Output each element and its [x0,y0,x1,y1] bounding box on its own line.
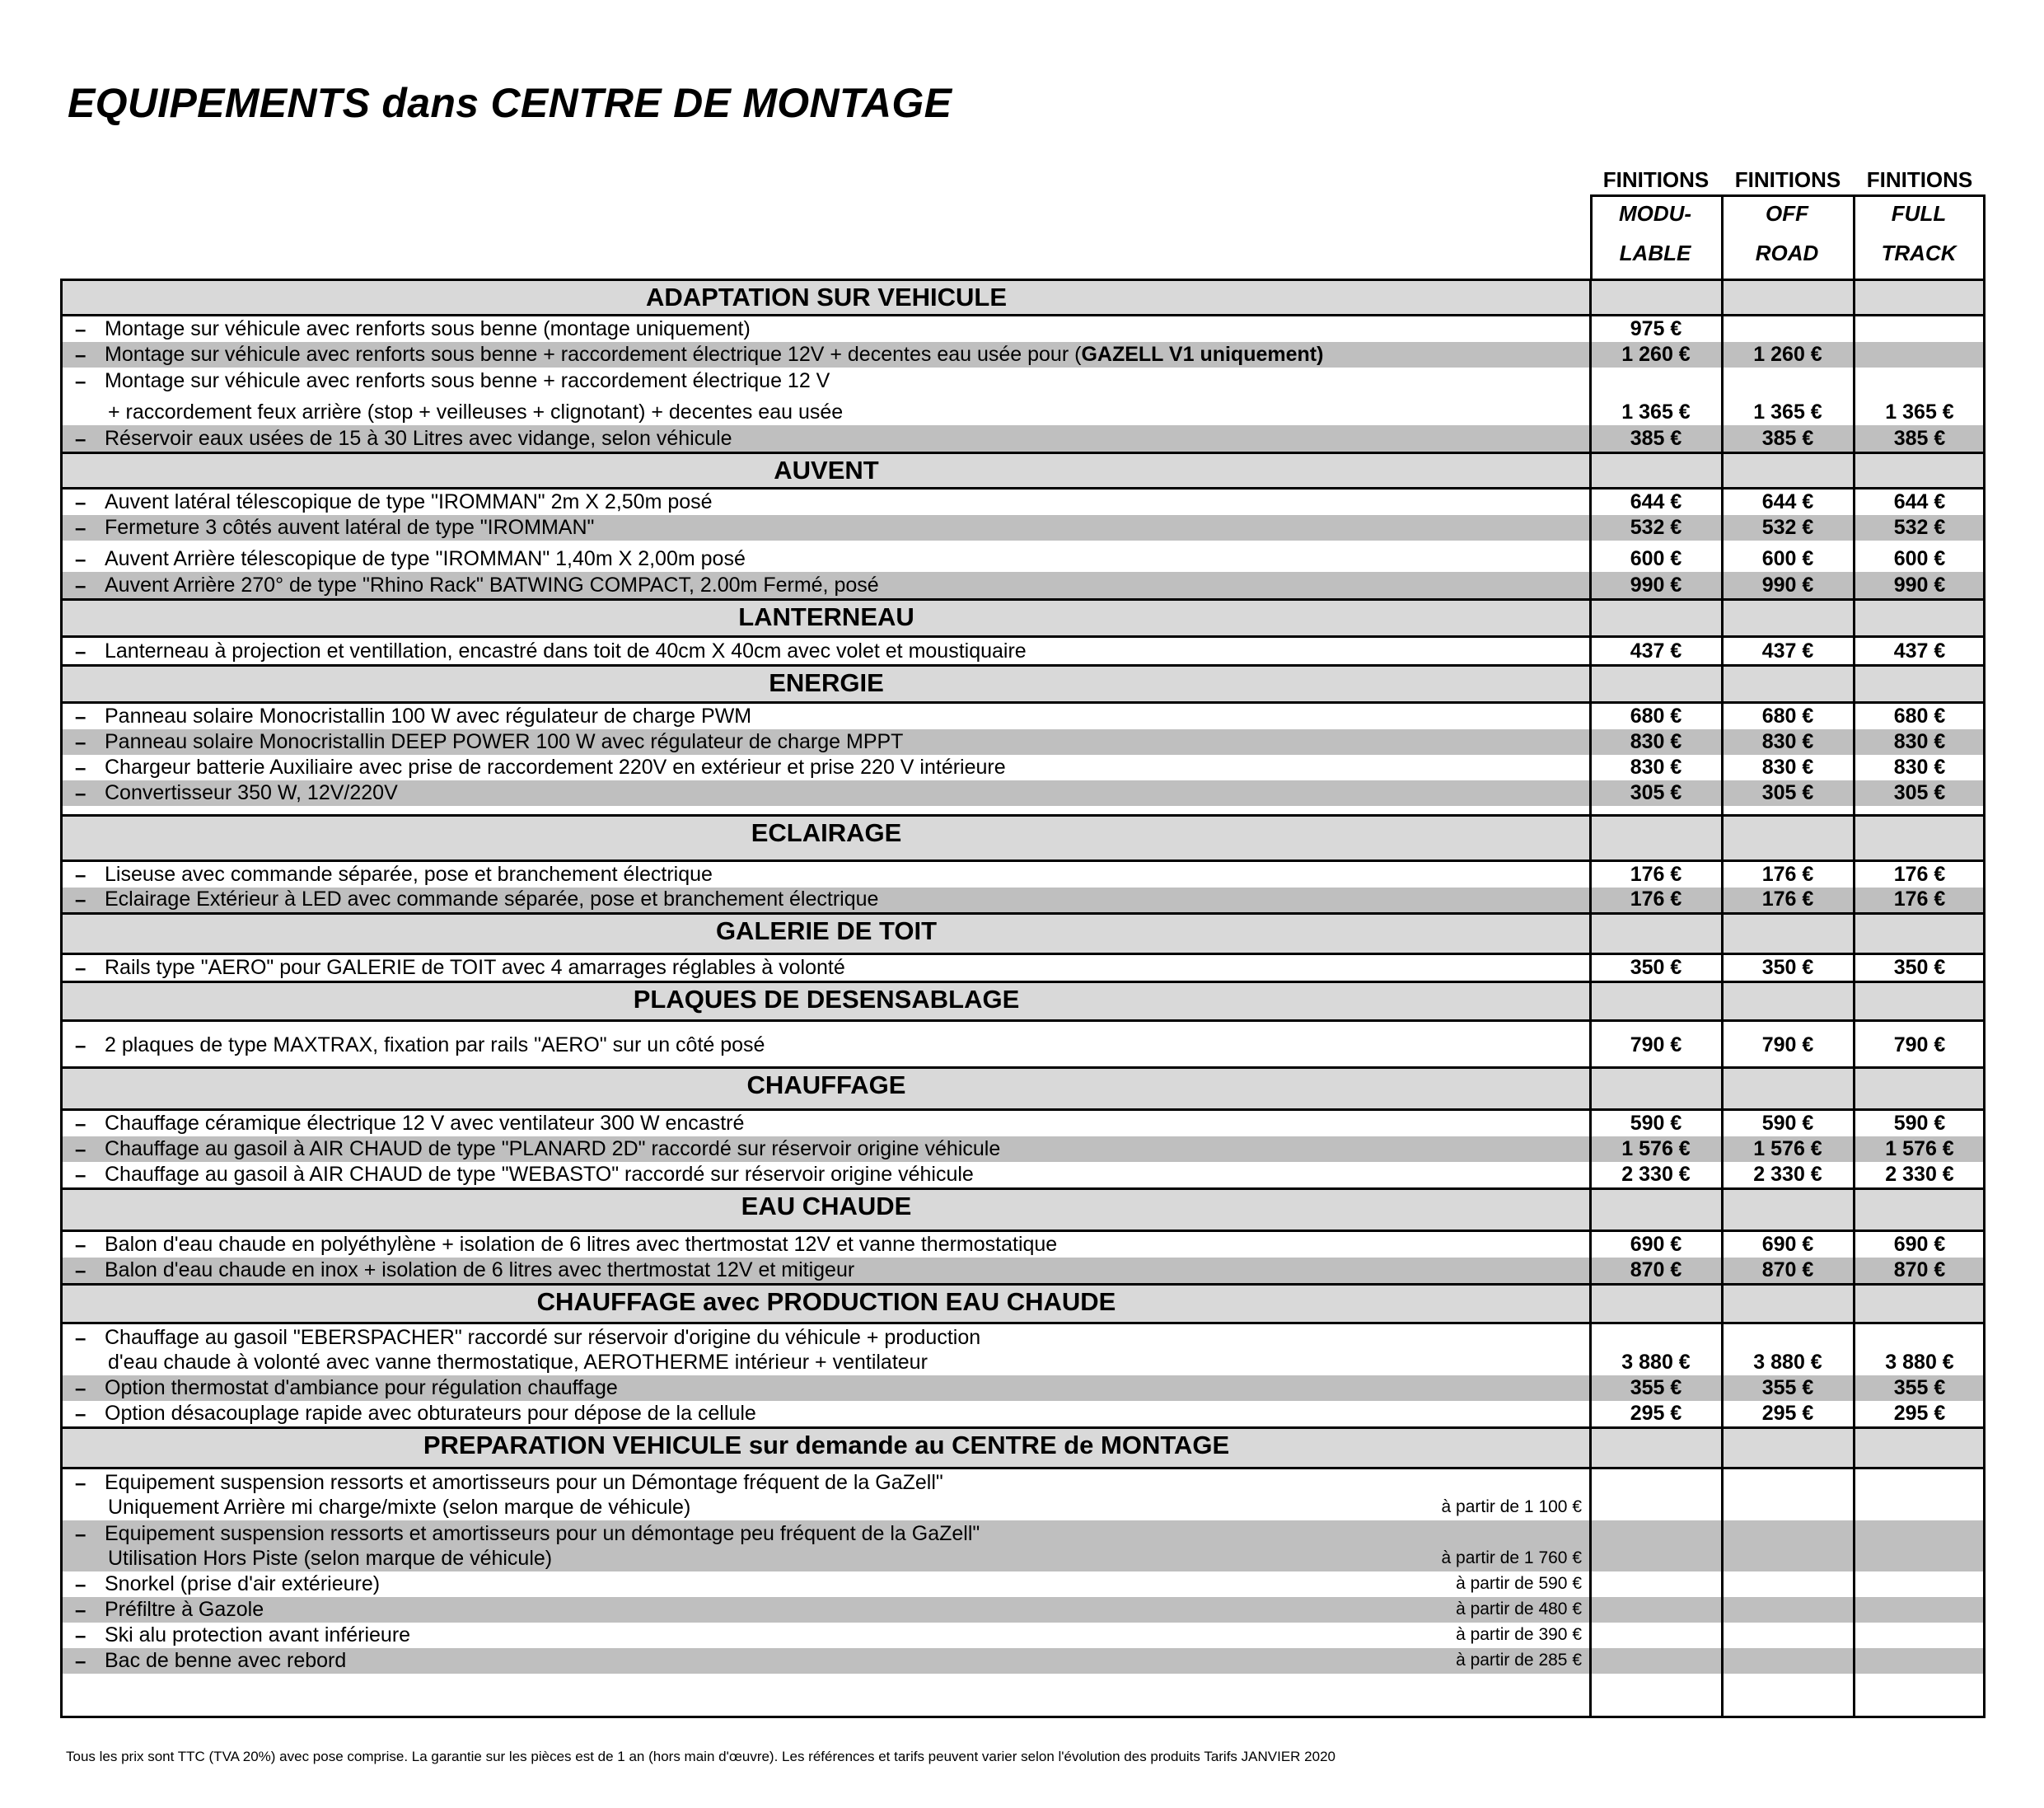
price-cell: 680 € [1761,705,1814,728]
price-cell: 355 € [1761,1376,1814,1399]
bullet-dash: – [75,1260,87,1282]
bullet-dash: – [75,549,87,571]
section-title: CHAUFFAGE avec PRODUCTION EAU CHAUDE [536,1287,1116,1316]
item-label: Réservoir eaux usées de 15 à 30 Litres avec vidange, selon véhicule [105,427,732,450]
column-finitions-label: FINITIONS [1734,167,1841,192]
item-label-line2: d'eau chaude à volonté avec vanne thermostatique, AEROTHERME intérieur + ventilateur [108,1351,928,1374]
section-title: ENERGIE [769,668,884,697]
column-header-divider [1721,194,1724,280]
bullet-dash: – [75,1473,87,1495]
bullet-dash: – [75,1113,87,1136]
price-cell: 176 € [1630,888,1682,911]
price-cell: 644 € [1893,490,1946,513]
item-label: Panneau solaire Monocristallin DEEP POWER 100 W avec régulateur de charge MPPT [105,730,904,753]
bullet-dash: – [75,1403,87,1426]
bullet-dash: – [75,706,87,728]
price-cell: 1 260 € [1753,343,1822,366]
column-name-line2: TRACK [1881,241,1957,265]
price-cell: 870 € [1630,1258,1682,1281]
price-cell: 295 € [1761,1402,1814,1425]
price-cell: 295 € [1630,1402,1682,1425]
price-cell: 680 € [1893,705,1946,728]
bullet-dash: – [75,757,87,780]
price-from: à partir de 390 € [1456,1625,1582,1644]
item-label-line2: Utilisation Hors Piste (selon marque de véhicule) [108,1547,553,1570]
price-cell: 305 € [1630,781,1682,804]
item-label: Chauffage céramique électrique 12 V avec ventilateur 300 W encastré [105,1112,745,1135]
column-finitions-label: FINITIONS [1602,167,1710,192]
item-label: Lanterneau à projection et ventillation, encastré dans toit de 40cm X 40cm avec volet et moustiquaire [105,639,1027,663]
item-label: Préfiltre à Gazole [105,1598,264,1621]
price-cell: 1 576 € [1621,1137,1691,1160]
price-cell: 990 € [1630,574,1682,597]
section-title: CHAUFFAGE [746,1070,906,1099]
bullet-dash: – [75,319,87,341]
price-cell: 1 365 € [1885,400,1954,424]
bullet-dash: – [75,1035,87,1057]
section-title: ADAPTATION SUR VEHICULE [645,283,1008,311]
item-label: Panneau solaire Monocristallin 100 W avec régulateur de charge PWM [105,705,752,728]
bullet-dash: – [75,732,87,754]
column-name-line1: FULL [1891,201,1947,226]
price-cell: 790 € [1630,1033,1682,1056]
price-cell: 437 € [1630,639,1682,663]
bullet-dash: – [75,575,87,597]
price-cell: 830 € [1761,730,1814,753]
price-cell: 3 880 € [1885,1351,1954,1374]
price-cell: 830 € [1630,756,1682,779]
price-cell: 590 € [1893,1112,1946,1135]
bullet-dash: – [75,641,87,663]
item-label-line2: + raccordement feux arrière (stop + veilleuses + clignotant) + decentes eau usée [108,400,844,424]
price-cell: 532 € [1893,516,1946,539]
price-cell: 644 € [1630,490,1682,513]
bullet-dash: – [75,889,87,911]
item-label: Liseuse avec commande séparée, pose et branchement électrique [105,863,713,886]
section-title: ECLAIRAGE [751,818,902,847]
price-cell: 355 € [1630,1376,1682,1399]
bullet-dash: – [75,1574,87,1596]
item-label: Montage sur véhicule avec renforts sous benne (montage uniquement) [105,317,751,340]
bullet-dash: – [75,1234,87,1257]
item-label: Montage sur véhicule avec renforts sous benne + raccordement électrique 12V + decentes eau usée pour (GAZELL V1 uniquement) [105,343,1324,366]
price-cell: 1 576 € [1753,1137,1822,1160]
column-divider [1853,279,1855,1718]
price-cell: 790 € [1761,1033,1814,1056]
bullet-dash: – [75,429,87,451]
price-cell: 975 € [1630,317,1682,340]
price-cell: 385 € [1761,427,1814,450]
price-cell: 305 € [1893,781,1946,804]
section-title: AUVENT [774,456,879,485]
item-label: Auvent latéral télescopique de type "IROMMAN" 2m X 2,50m posé [105,490,713,513]
item-label: Option thermostat d'ambiance pour régulation chauffage [105,1376,618,1399]
section-title: PLAQUES DE DESENSABLAGE [633,985,1020,1014]
price-cell: 176 € [1630,863,1682,886]
column-name-line2: LABLE [1619,241,1691,265]
price-cell: 350 € [1630,956,1682,979]
price-cell: 644 € [1761,490,1814,513]
price-cell: 355 € [1893,1376,1946,1399]
price-cell: 532 € [1761,516,1814,539]
price-from: à partir de 1 100 € [1441,1497,1582,1516]
price-cell: 1 365 € [1753,400,1822,424]
bullet-dash: – [75,1600,87,1622]
bullet-dash: – [75,344,87,367]
price-cell: 532 € [1630,516,1682,539]
price-cell: 2 330 € [1621,1163,1691,1186]
price-from: à partir de 1 760 € [1441,1548,1582,1567]
price-cell: 1 576 € [1885,1137,1954,1160]
item-label: Option désacouplage rapide avec obturateurs pour dépose de la cellule [105,1402,756,1425]
bullet-dash: – [75,958,87,980]
price-cell: 590 € [1761,1112,1814,1135]
bullet-dash: – [75,1651,87,1673]
column-header-divider [1853,194,1855,280]
column-divider [1589,279,1592,1718]
item-label: Equipement suspension ressorts et amortisseurs pour un démontage peu fréquent de la GaZell" [105,1522,980,1545]
item-label: 2 plaques de type MAXTRAX, fixation par rails "AERO" sur un côté posé [105,1033,765,1056]
price-cell: 385 € [1630,427,1682,450]
item-label-bold: GAZELL V1 uniquement) [1081,343,1324,366]
price-cell: 3 880 € [1621,1351,1691,1374]
price-cell: 990 € [1761,574,1814,597]
price-cell: 600 € [1630,547,1682,570]
price-cell: 690 € [1630,1233,1682,1256]
price-cell: 690 € [1761,1233,1814,1256]
section-title: LANTERNEAU [738,602,914,631]
item-label: Fermeture 3 côtés auvent latéral de type "IROMMAN" [105,516,595,539]
bullet-dash: – [75,1328,87,1350]
column-header-box [1590,194,1986,280]
price-cell: 176 € [1761,888,1814,911]
item-label: Balon d'eau chaude en inox + isolation de 6 litres avec thertmostat 12V et mitigeur [105,1258,855,1281]
price-cell: 437 € [1893,639,1946,663]
price-cell: 590 € [1630,1112,1682,1135]
item-label: Chauffage au gasoil à AIR CHAUD de type "WEBASTO" raccordé sur réservoir origine véhicule [105,1163,974,1186]
bullet-dash: – [75,1164,87,1187]
item-label: Montage sur véhicule avec renforts sous benne + raccordement électrique 12 V [105,369,830,392]
bullet-dash: – [75,783,87,805]
item-label: Auvent Arrière télescopique de type "IROMMAN" 1,40m X 2,00m posé [105,547,746,570]
price-cell: 1 260 € [1621,343,1691,366]
item-label-line2: Uniquement Arrière mi charge/mixte (selon marque de véhicule) [108,1496,691,1519]
price-cell: 437 € [1761,639,1814,663]
bullet-dash: – [75,1378,87,1400]
bullet-dash: – [75,1524,87,1546]
bullet-dash: – [75,492,87,514]
column-divider [1721,279,1724,1718]
price-cell: 176 € [1761,863,1814,886]
price-cell: 2 330 € [1753,1163,1822,1186]
bullet-dash: – [75,518,87,540]
table-frame [60,279,1986,1718]
price-cell: 176 € [1893,863,1946,886]
section-title: GALERIE DE TOIT [715,916,938,945]
column-finitions-label: FINITIONS [1866,167,1973,192]
item-label: Snorkel (prise d'air extérieure) [105,1572,381,1595]
item-label: Rails type "AERO" pour GALERIE de TOIT avec 4 amarrages réglables à volonté [105,956,845,979]
item-label: Chauffage au gasoil "EBERSPACHER" raccordé sur réservoir d'origine du véhicule + production [105,1326,981,1349]
price-cell: 990 € [1893,574,1946,597]
price-cell: 350 € [1893,956,1946,979]
item-label: Auvent Arrière 270° de type "Rhino Rack" BATWING COMPACT, 2.00m Fermé, posé [105,574,879,597]
page-title: EQUIPEMENTS dans CENTRE DE MONTAGE [68,80,952,126]
price-cell: 2 330 € [1885,1163,1954,1186]
item-label: Balon d'eau chaude en polyéthylène + isolation de 6 litres avec thertmostat 12V et vanne thermostatique [105,1233,1058,1256]
price-cell: 830 € [1893,730,1946,753]
price-cell: 600 € [1761,547,1814,570]
price-cell: 870 € [1761,1258,1814,1281]
column-name-line1: OFF [1766,201,1808,226]
price-from: à partir de 285 € [1456,1651,1582,1670]
price-cell: 690 € [1893,1233,1946,1256]
price-cell: 295 € [1893,1402,1946,1425]
column-name-line2: ROAD [1755,241,1819,265]
bullet-dash: – [75,371,87,393]
section-title: EAU CHAUDE [741,1192,912,1220]
item-label: Bac de benne avec rebord [105,1649,347,1672]
price-cell: 680 € [1630,705,1682,728]
price-cell: 830 € [1761,756,1814,779]
price-cell: 176 € [1893,888,1946,911]
item-label: Ski alu protection avant inférieure [105,1623,411,1646]
price-cell: 350 € [1761,956,1814,979]
item-label: Eclairage Extérieur à LED avec commande séparée, pose et branchement électrique [105,888,879,911]
price-cell: 305 € [1761,781,1814,804]
item-label: Convertisseur 350 W, 12V/220V [105,781,398,804]
item-label: Equipement suspension ressorts et amortisseurs pour un Démontage fréquent de la GaZell" [105,1471,943,1494]
price-cell: 1 365 € [1621,400,1691,424]
bullet-dash: – [75,1139,87,1161]
price-cell: 870 € [1893,1258,1946,1281]
bullet-dash: – [75,864,87,887]
section-title: PREPARATION VEHICULE sur demande au CENTRE de MONTAGE [423,1431,1230,1459]
price-cell: 790 € [1893,1033,1946,1056]
price-cell: 830 € [1630,730,1682,753]
item-label: Chauffage au gasoil à AIR CHAUD de type "PLANARD 2D" raccordé sur réservoir origine véhicule [105,1137,1001,1160]
item-label: Chargeur batterie Auxiliaire avec prise de raccordement 220V en extérieur et prise 220 V intérieure [105,756,1006,779]
price-cell: 600 € [1893,547,1946,570]
price-cell: 3 880 € [1753,1351,1822,1374]
price-from: à partir de 480 € [1456,1600,1582,1618]
column-name-line1: MODU- [1618,201,1692,226]
price-cell: 830 € [1893,756,1946,779]
bullet-dash: – [75,1625,87,1647]
price-from: à partir de 590 € [1456,1574,1582,1593]
price-cell: 385 € [1893,427,1946,450]
footer-note: Tous les prix sont TTC (TVA 20%) avec pose comprise. La garantie sur les pièces est de 1 an (hors main d'œuvre). Les références et tarifs peuvent varier selon l'évolution des produits Tarifs JANVIER 2020 [66,1749,1335,1764]
